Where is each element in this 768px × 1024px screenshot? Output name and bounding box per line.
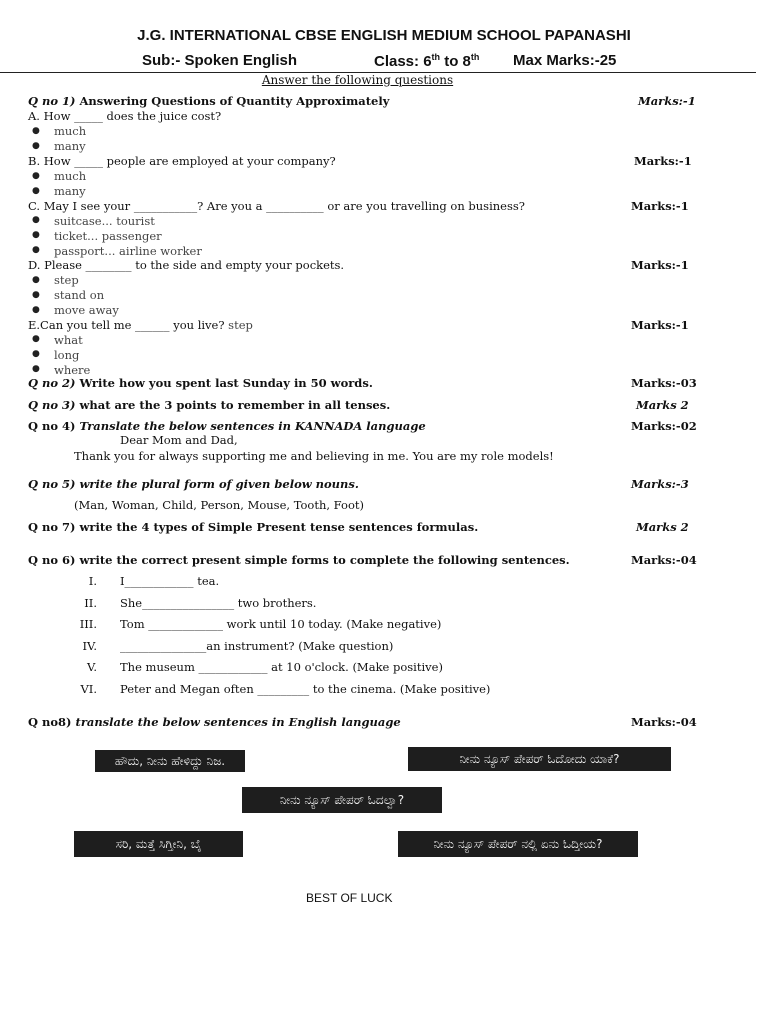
q1c-option: ticket... passenger [54, 229, 162, 243]
q6-heading: Q no 6) write the correct present simple forms to complete the following sentences. [28, 553, 570, 567]
bullet-icon: ● [32, 275, 40, 285]
q2-marks: Marks:-03 [631, 376, 697, 390]
q6-marks: Marks:-04 [631, 553, 697, 567]
q6-item-text: _______________an instrument? (Make question) [120, 639, 394, 653]
max-marks-label: Max Marks:-25 [513, 52, 617, 69]
q8-marks: Marks:-04 [631, 715, 697, 729]
q1e-option: where [54, 363, 91, 377]
kannada-sentence-image: ಹೌದು, ನೀನು ಹೇಳಿದ್ದು ನಿಜ. [95, 750, 245, 772]
q1-marks: Marks:-1 [638, 94, 696, 108]
q6-item-text: The museum ____________ at 10 o'clock. (Make positive) [120, 660, 443, 674]
q1d-option: step [54, 273, 79, 287]
kannada-sentence-image: ನೀನು ನ್ಯೂಸ್ ಪೇಪರ್ ಓದಲ್ವಾ? [242, 787, 442, 813]
q1d-option: stand on [54, 288, 105, 302]
q4-marks: Marks:-02 [631, 419, 697, 433]
q1e-prompt: E.Can you tell me ______ you live? step [28, 318, 253, 332]
q6-item-number: VI. [80, 682, 97, 696]
q1c-option: suitcase... tourist [54, 214, 155, 228]
bullet-icon: ● [32, 186, 40, 196]
q1c-option: passport... airline worker [54, 244, 202, 258]
q6-item-number: V. [87, 660, 97, 674]
q1e-marks: Marks:-1 [631, 318, 689, 332]
bullet-icon: ● [32, 364, 40, 374]
q2-heading: Q no 2) Write how you spent last Sunday in 50 words. [28, 376, 373, 390]
q5-heading: Q no 5) write the plural form of given below nouns. [28, 477, 359, 491]
school-name: J.G. INTERNATIONAL CBSE ENGLISH MEDIUM SCHOOL PAPANASHI [137, 27, 631, 44]
q8-heading: Q no8) translate the below sentences in English language [28, 715, 401, 729]
bullet-icon: ● [32, 334, 40, 344]
bullet-icon: ● [32, 215, 40, 225]
q6-item-text: Peter and Megan often _________ to the cinema. (Make positive) [120, 682, 491, 696]
q6-item-text: She________________ two brothers. [120, 596, 317, 610]
q3-marks: Marks 2 [636, 398, 689, 412]
q1c-marks: Marks:-1 [631, 199, 689, 213]
q5-marks: Marks:-3 [631, 477, 689, 491]
q1e-option: long [54, 348, 80, 362]
q6-item-number: III. [79, 617, 97, 631]
q6-item-text: I____________ tea. [120, 574, 220, 588]
instructions: Answer the following questions [261, 73, 454, 87]
q1b-prompt: B. How _____ people are employed at your company? [28, 154, 336, 168]
bullet-icon: ● [32, 141, 40, 151]
q1-heading: Q no 1) Answering Questions of Quantity Approximately [28, 94, 390, 108]
q1d-prompt: D. Please ________ to the side and empty your pockets. [28, 258, 345, 272]
q5-nouns: (Man, Woman, Child, Person, Mouse, Tooth, Foot) [74, 498, 364, 512]
q4-heading: Q no 4) Translate the below sentences in KANNADA language [28, 419, 426, 433]
subject-label: Sub:- Spoken English [142, 52, 298, 69]
q1a-option: many [54, 139, 86, 153]
q1d-option: move away [54, 303, 119, 317]
q7-marks: Marks 2 [636, 520, 689, 534]
q6-item-text: Tom _____________ work until 10 today. (Make negative) [120, 617, 442, 631]
footer-best-of-luck: BEST OF LUCK [306, 891, 393, 905]
q6-item-number: IV. [82, 639, 97, 653]
bullet-icon: ● [32, 126, 40, 136]
q1a-option: much [54, 124, 87, 138]
q1d-marks: Marks:-1 [631, 258, 689, 272]
q1e-option: what [54, 333, 83, 347]
q1b-option: many [54, 184, 86, 198]
q1b-marks: Marks:-1 [634, 154, 692, 168]
bullet-icon: ● [32, 171, 40, 181]
q1b-option: much [54, 169, 87, 183]
kannada-sentence-image: ನೀನು ನ್ಯೂಸ್ ಪೇಪರ್ ನಲ್ಲಿ ಏನು ಓದ್ತೀಯ? [398, 831, 638, 857]
bullet-icon: ● [32, 245, 40, 255]
q6-item-number: II. [84, 596, 97, 610]
kannada-sentence-image: ನೀನು ನ್ಯೂಸ್ ಪೇಪರ್ ಓದೋದು ಯಾಕೆ? [408, 747, 671, 771]
q6-item-number: I. [88, 574, 97, 588]
q1c-prompt: C. May I see your ___________? Are you a __________ or are you travelling on business? [28, 199, 525, 213]
bullet-icon: ● [32, 290, 40, 300]
bullet-icon: ● [32, 230, 40, 240]
class-label: Class: 6th to 8th [374, 52, 480, 70]
q7-heading: Q no 7) write the 4 types of Simple Present tense sentences formulas. [28, 520, 479, 534]
q4-line2: Thank you for always supporting me and believing in me. You are my role models! [74, 449, 554, 463]
kannada-sentence-image: ಸರಿ, ಮತ್ತೆ ಸಿಗ್ತೀನಿ, ಬೈ [74, 831, 243, 857]
bullet-icon: ● [32, 305, 40, 315]
q1a-prompt: A. How _____ does the juice cost? [28, 109, 222, 123]
q4-line1: Dear Mom and Dad, [120, 433, 238, 447]
q3-heading: Q no 3) what are the 3 points to remember in all tenses. [28, 398, 391, 412]
bullet-icon: ● [32, 349, 40, 359]
